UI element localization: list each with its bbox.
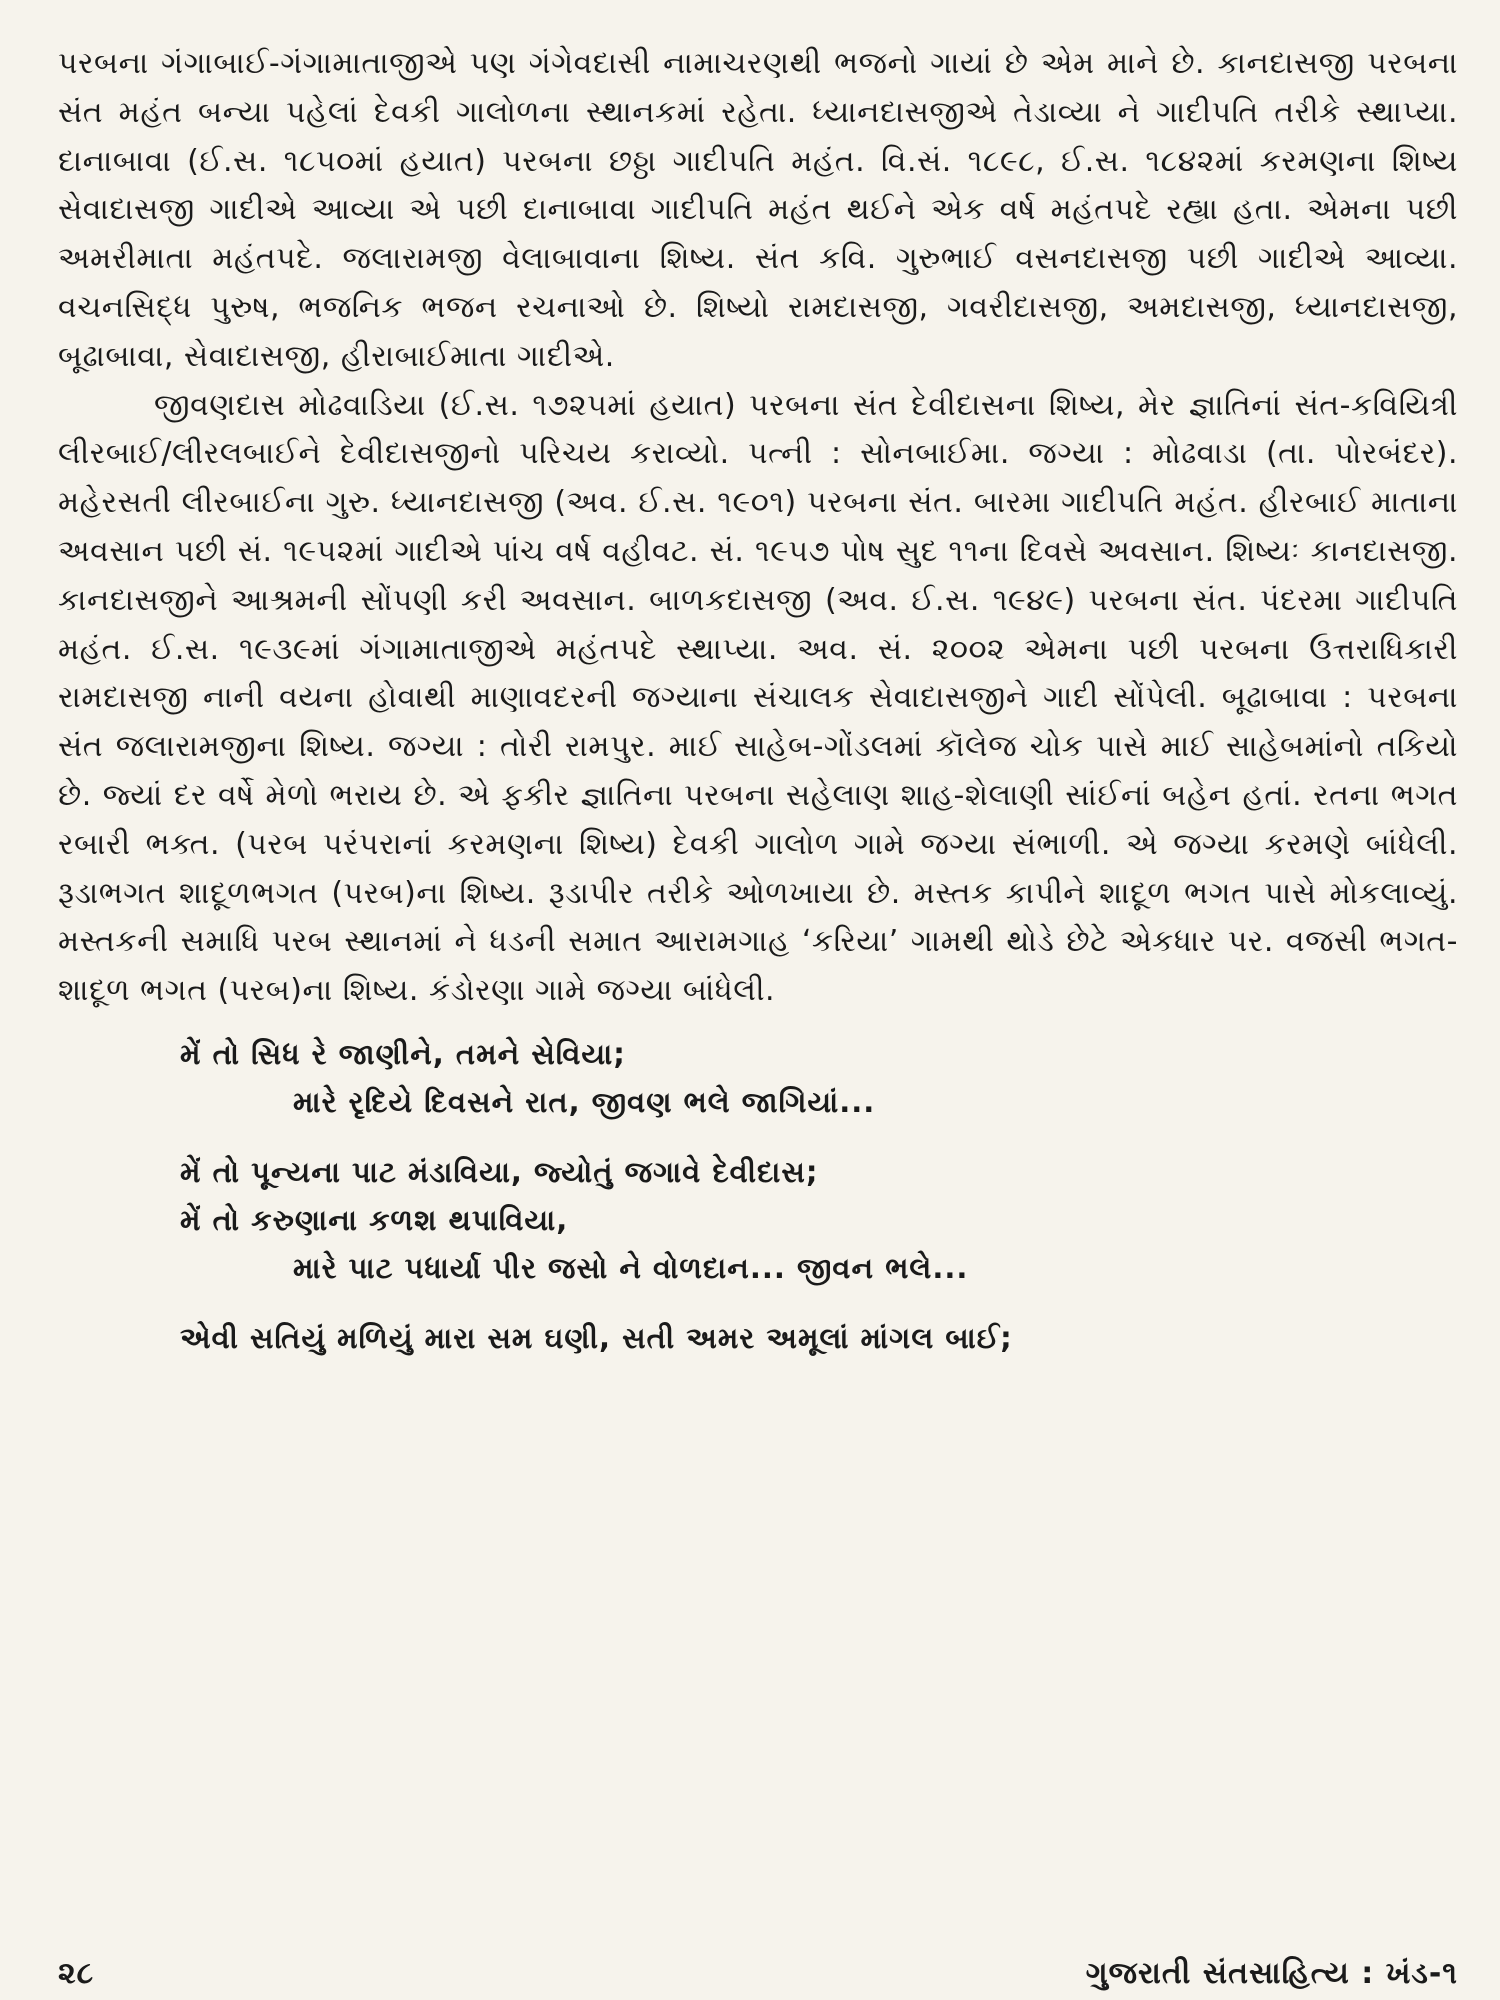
verse-line: મેં તો પૂન્યના પાટ મંડાવિયા, જ્યોતું જગાવે દેવીદાસ; bbox=[180, 1154, 819, 1189]
paragraph-1: પરબના ગંગાબાઈ-ગંગામાતાજીએ પણ ગંગેવદાસી નામાચરણથી ભજનો ગાયાં છે એમ માને છે. કાનદાસજી પરબના સંત મહંત બન્યા પહેલાં દેવકી ગાલોળના સ્થાનકમાં રહેતા. ધ્યાનદાસજીએ તેડાવ્યા ને ગાદીપતિ તરીકે સ્થાપ્યા. દાનાબાવા (ઈ.સ. ૧૮૫૦માં હયાત) પરબના છઠ્ઠા ગાદીપતિ મહંત. વિ.સં. ૧૮૯૮, ઈ.સ. ૧૮૪૨માં કરમણના શિષ્ય સેવાદાસજી ગાદીએ આવ્યા એ પછી દાનાબાવા ગાદીપતિ મહંત થઈને એક વર્ષ મહંતપદે રહ્યા હતા. એમના પછી અમરીમાતા મહંતપદે. જલારામજી વેલાબાવાના શિષ્ય. સંત કવિ. ગુરુભાઈ વસનદાસજી પછી ગાદીએ આવ્યા. વચનસિદ્ધ પુરુષ, ભજનિક ભજન રચનાઓ છે. શિષ્યો રામદાસજી, ગવરીદાસજી, અમદાસજી, ધ્યાનદાસજી, બૂઢાબાવા, સેવાદાસજી, હીરાબાઈમાતા ગાદીએ. bbox=[58, 46, 1458, 374]
verse-line: મેં તો સિધ રે જાણીને, તમને સેવિયા; bbox=[180, 1036, 626, 1071]
verse-line: મારે રૃદિયે દિવસને રાત, જીવણ ભલે જાગિયાં... bbox=[293, 1084, 876, 1119]
page-number: ૨૮ bbox=[58, 1956, 95, 1991]
paragraph-2: જીવણદાસ મોઢવાડિયા (ઈ.સ. ૧૭૨૫માં હયાત) પરબના સંત દેવીદાસના શિષ્ય, મેર જ્ઞાતિનાં સંત-કવિયિત્રી લીરબાઈ/લીરલબાઈને દેવીદાસજીનો પરિચય કરાવ્યો. પત્ની : સોનબાઈમા. જગ્યા : મોઢવાડા (તા. પોરબંદર). મહેરસતી લીરબાઈના ગુરુ. ધ્યાનદાસજી (અવ. ઈ.સ. ૧૯૦૧) પરબના સંત. બારમા ગાદીપતિ મહંત. હીરબાઈ માતાના અવસાન પછી સં. ૧૯૫૨માં ગાદીએ પાંચ વર્ષ વહીવટ. સં. ૧૯૫૭ પોષ સુદ ૧૧ના દિવસે અવસાન. શિષ્યઃ કાનદાસજી. કાનદાસજીને આશ્રમની સોંપણી કરી અવસાન. બાળકદાસજી (અવ. ઈ.સ. ૧૯૪૯) પરબના સંત. પંદરમા ગાદીપતિ મહંત. ઈ.સ. ૧૯૩૯માં ગંગામાતાજીએ મહંતપદે સ્થાપ્યા. અવ. સં. ૨૦૦૨ એમના પછી પરબના ઉત્તરાધિકારી રામદાસજી નાની વયના હોવાથી માણાવદરની જગ્યાના સંચાલક સેવાદાસજીને ગાદી સોંપેલી. બૂઢાબાવા : પરબના સંત જલારામજીના શિષ્ય. જગ્યા : તોરી રામપુર. માઈ સાહેબ-ગોંડલમાં કૉલેજ ચોક પાસે માઈ સાહેબમાંનો તકિયો છે. જ્યાં દર વર્ષે મેળો ભરાય છે. એ ફકીર જ્ઞાતિના પરબના સહેલાણ શાહ-શેલાણી સાંઈનાં બહેન હતાં. રતના ભગત રબારી ભક્ત. (પરબ પરંપરાનાં કરમણના શિષ્ય) દેવકી ગાલોળ ગામે જગ્યા સંભાળી. એ જગ્યા કરમણે બાંધેલી. રૂડાભગત શાદૂળભગત (પરબ)ના શિષ્ય. રૂડાપીર તરીકે ઓળખાયા છે. મસ્તક કાપીને શાદૂળ ભગત પાસે મોકલાવ્યું. મસ્તકની સમાધિ પરબ સ્થાનમાં ને ધડની સમાત આરામગાહ ‘કરિયા’ ગામથી થોડે છેટે એકધાર પર. વજસી ભગત-શાદૂળ ભગત (પરબ)ના શિષ્ય. કંડોરણા ગામે જગ્યા બાંધેલી. bbox=[58, 387, 1458, 1009]
verse-stanza bbox=[58, 1030, 1458, 1126]
book-title: ગુજરાતી સંતસાહિત્ય : ખંડ-૧ bbox=[1085, 1956, 1458, 1991]
verse-stanza bbox=[58, 1314, 1458, 1362]
verse-line: મારે પાટ પધાર્યા પીર જસો ને વોળદાન... જીવન ભલે... bbox=[293, 1250, 969, 1285]
verse-line: એવી સતિયું મળિયું મારા સમ ઘણી, સતી અમર અમૂલાં માંગલ બાઈ; bbox=[180, 1320, 1013, 1355]
verse-line: મેં તો કરુણાના કળશ થપાવિયા, bbox=[180, 1202, 569, 1237]
verse-block bbox=[58, 1030, 1458, 1362]
body-text bbox=[58, 40, 1458, 1016]
verse-stanza bbox=[58, 1148, 1458, 1292]
document-page bbox=[58, 40, 1458, 1991]
